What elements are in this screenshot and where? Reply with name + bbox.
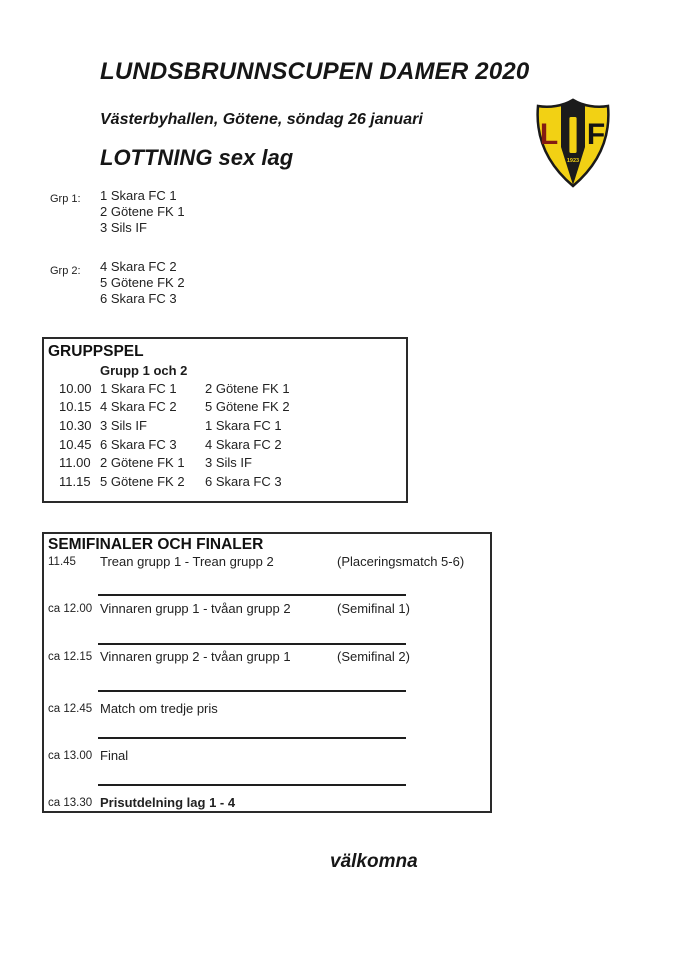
team-entry: 2 Götene FK 1 <box>100 204 185 219</box>
club-logo <box>533 97 613 189</box>
draw-heading: LOTTNING sex lag <box>100 145 294 170</box>
match-time: 10.30 <box>59 417 92 433</box>
result-line <box>98 690 406 692</box>
result-line <box>98 784 406 786</box>
finals-match: Final <box>100 748 129 763</box>
match-time: 10.45 <box>59 436 92 452</box>
finals-match: Vinnaren grupp 2 - tvåan grupp 1 <box>100 649 291 664</box>
match-row <box>44 453 406 472</box>
match-away: 5 Götene FK 2 <box>205 399 290 415</box>
finals-time: ca 12.15 <box>48 650 93 663</box>
venue-line: Västerbyhallen, Götene, söndag 26 januari <box>100 111 423 128</box>
match-time: 11.00 <box>59 455 91 471</box>
match-home: 3 Sils IF <box>100 417 147 433</box>
shield-icon <box>533 97 613 189</box>
match-away: 6 Skara FC 3 <box>205 473 282 489</box>
finals-row <box>44 554 490 570</box>
finals-time: 11.45 <box>48 555 76 568</box>
page-title: LUNDSBRUNNSCUPEN DAMER 2020 <box>100 58 530 85</box>
match-row <box>44 472 406 491</box>
group-play-box <box>42 337 408 503</box>
match-time: 10.00 <box>59 380 92 396</box>
finals-note: (Semifinal 1) <box>337 601 410 616</box>
team-entry: 6 Skara FC 3 <box>100 291 177 306</box>
team-entry: 1 Skara FC 1 <box>100 188 177 203</box>
finals-match: Match om tredje pris <box>100 701 218 716</box>
finals-match: Vinnaren grupp 1 - tvåan grupp 2 <box>100 601 291 616</box>
match-away: 4 Skara FC 2 <box>205 436 282 452</box>
finals-box <box>42 532 492 813</box>
team-entry: 5 Götene FK 2 <box>100 275 185 290</box>
match-row <box>44 435 406 454</box>
result-line <box>98 737 406 739</box>
result-line <box>98 643 406 645</box>
match-time: 10.15 <box>59 399 92 415</box>
match-home: 5 Götene FK 2 <box>100 473 185 489</box>
logo-year: 1923 <box>566 158 580 164</box>
finals-time: ca 13.00 <box>48 749 93 762</box>
finals-note: (Semifinal 2) <box>337 649 410 664</box>
logo-letter-l: L <box>539 118 559 151</box>
match-time: 11.15 <box>59 473 91 489</box>
match-home: 2 Götene FK 1 <box>100 455 185 471</box>
match-away: 2 Götene FK 1 <box>205 380 290 396</box>
group-1-label: Grp 1: <box>50 193 81 205</box>
finals-note: (Placeringsmatch 5-6) <box>337 554 465 569</box>
team-entry: 4 Skara FC 2 <box>100 259 177 274</box>
finals-time: ca 13.30 <box>48 796 93 809</box>
finals-row <box>44 701 490 717</box>
finals-match: Trean grupp 1 - Trean grupp 2 <box>100 554 274 569</box>
match-home: 4 Skara FC 2 <box>100 399 177 415</box>
finals-row <box>44 601 490 617</box>
footer-welcome: välkomna <box>330 851 418 872</box>
finals-time: ca 12.45 <box>48 702 93 715</box>
match-away: 3 Sils IF <box>205 455 252 471</box>
finals-time: ca 12.00 <box>48 602 93 615</box>
finals-row <box>44 649 490 665</box>
finals-row <box>44 795 490 811</box>
finals-heading: SEMIFINALER OCH FINALER <box>48 536 264 553</box>
match-away: 1 Skara FC 1 <box>205 417 282 433</box>
finals-row <box>44 748 490 764</box>
group-play-heading: GRUPPSPEL <box>48 343 144 360</box>
match-row <box>44 398 406 417</box>
match-home: 1 Skara FC 1 <box>100 380 177 396</box>
match-row <box>44 416 406 435</box>
match-row <box>44 379 406 398</box>
match-home: 6 Skara FC 3 <box>100 436 177 452</box>
group-2-label: Grp 2: <box>50 265 81 277</box>
team-entry: 3 Sils IF <box>100 220 147 235</box>
logo-letter-f: F <box>586 118 606 151</box>
group-play-subheading: Grupp 1 och 2 <box>100 363 188 378</box>
finals-match: Prisutdelning lag 1 - 4 <box>100 795 236 810</box>
result-line <box>98 594 406 596</box>
